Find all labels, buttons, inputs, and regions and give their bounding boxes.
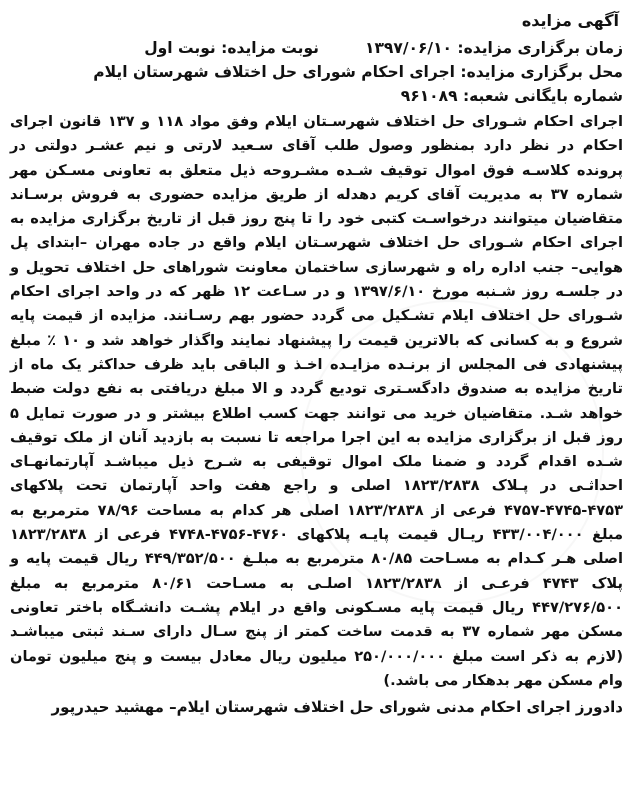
notice-title: آگهی مزایده <box>521 11 619 30</box>
meta-row-date-round <box>10 36 623 60</box>
auction-round: نوبت مزایده: نوبت اول <box>144 39 319 57</box>
auction-venue: محل برگزاری مزایده: اجرای احکام شورای حل اختلاف شهرستان ایلام <box>93 63 623 81</box>
auction-date: زمان برگزاری مزایده: ۱۳۹۷/۰۶/۱۰ <box>364 39 623 57</box>
notice-body: اجرای احکام شـورای حل اختلاف شهرسـتان ایلام وفق مواد ۱۱۸ و ۱۳۷ قانون اجرای احکام در نظر دارد بمنظور وصول طلب آقای سـعید لارتی و نیم عشـر دولتی در پرونده کلاسـه فوق اموال توقیف شـده مشـروحه ذیل متعلق به تعاونی مسـکن مهر شماره ۳۷ به مدیریت آقای کریم دهدله از طریق مزایده حضوری به فروش برسـاند متقاضیان میتوانند درخواسـت کتبی خود را تا پنج روز قبل از تاریخ برگزاری مزایده به اجرای احکام شـورای حل اختلاف شهرسـتان ایلام واقع در جاده مهران –ابتدای پل هوایی– جنب اداره راه و شهرسازی ساختمان معاونت شوراهای حل اختلاف تحویل و در جلسـه روز شـنبه مورخ ۱۳۹۷/۶/۱۰ و در سـاعت ۱۲ ظهر که در واحد اجرای احکام شـورای حل اختلاف ایلام تشـکیل می گردد حضور بهم رسـانند. مزایده از قیمت پایه شروع و به کسانی که بالاترین قیمت را پیشنهاد نمایند واگذار خواهد شد و ۱۰ ٪ مبلغ پیشنهادی فی المجلس از برنـده مزایـده اخـذ و الباقی باید ظرف حداکثر یک ماه از تاریخ مزایده به صندوق دادگسـتری تودیع گردد و الا مبلغ دریافتی به نفع دولت ضبط خواهد شـد. متقاضیان خرید می توانند جهت کسب اطلاع بیشتر و در صورت تمایل ۵ روز قبل از برگزاری مزایده به این اجرا مراجعه تا نسبت به بازدید آنان از ملک توقیف شـده اقدام گردد و ضمنا ملک اموال توقیفی به شـرح ذیل میباشـد آپارتمانهـای احداثـی در پـلاک ۱۸۲۳/۲۸۳۸ اصلی و راجع هفت واحد آپارتمان تحت پلاکهای ۴۷۵۳-۴۷۴۵-۴۷۵۷ فرعی از ۱۸۲۳/۲۸۳۸ اصلی هر کدام به مساحت ۷۸/۹۶ مترمربع به مبلغ ۴۳۳/۰۰۴/۰۰۰ ریـال قیمت پایـه پلاکهای ۴۷۶۰-۴۷۵۶-۴۷۴۸ فرعی از ۱۸۲۳/۲۸۳۸ اصلی هـر کـدام به مسـاحت ۸۰/۸۵ مترمربع به مبلـغ ۴۴۹/۳۵۲/۵۰۰ ریال قیمت پایه و پلاک ۴۷۴۳ فرعـی از ۱۸۲۳/۲۸۳۸ اصلـی به مسـاحت ۸۰/۶۱ مترمربع به مبلغ ۴۴۷/۲۷۶/۵۰۰ ریال قیمت پایه مسـکونی واقع در ایلام پشـت دانشـگاه باختر تعاونی مسکن مهر شماره ۳۷ به قدمت ساخت کمتر از پنج سـال دارای سـند ثبتی میباشـد (لازم به ذکر است مبلغ ۲۵۰/۰۰۰/۰۰۰ میلیون ریال معادل بیست و پنج میلیون تومان وام مسکن مهر بدهکار می باشد.) <box>10 113 624 689</box>
notice-signature: دادورز اجرای احکام مدنی شورای حل اختلاف شهرستان ایلام– مهشید حیدرپور <box>51 698 623 717</box>
archive-number: شماره بایگانی شعبه: ۹۶۱۰۸۹ <box>400 87 623 105</box>
notice-meta <box>10 36 623 108</box>
